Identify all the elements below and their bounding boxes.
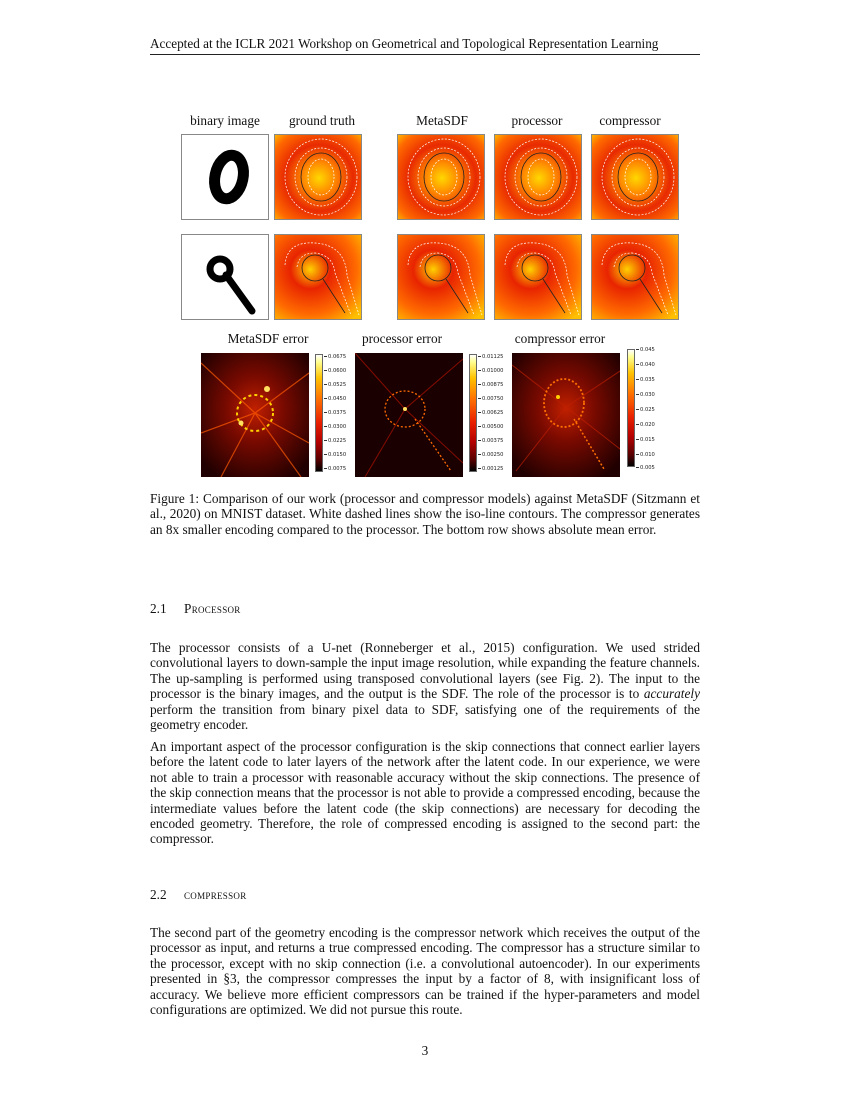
col-compressor: compressor — [599, 113, 661, 128]
emphasis: accurately — [643, 686, 700, 702]
binary-image-zero — [181, 134, 269, 220]
sdf-metasdf-zero — [397, 134, 485, 220]
tick: 0.0300 — [324, 424, 346, 430]
tick: 0.010 — [636, 452, 655, 458]
text-run: The processor consists of a U-net (Ronneberger et al., 2015) configuration. We used strided convolutional layers to down-sample the input image resolution, while expanding the feature channels. The up-sampling is performed using transposed convolutional layers (see Fig. 2). The input to the processor is the binary images, and the output is the SDF. The role of the processor is to — [150, 640, 700, 702]
tick: 0.00750 — [478, 396, 503, 402]
section-heading-processor — [150, 601, 241, 617]
tick: 0.0075 — [324, 466, 346, 472]
tick: 0.025 — [636, 407, 655, 413]
sdf-compressor-zero — [591, 134, 679, 220]
error-map-metasdf — [201, 353, 309, 477]
title-processor-error: processor error — [361, 331, 443, 346]
sdf-processor-zero — [494, 134, 582, 220]
compressor-paragraph-1: The second part of the geometry encoding is the compressor network which receives the output of the processor as input, and returns a true compressed encoding. The compressor has a structure similar to the processor, except with no skip connection (i.e. a convolutional autoencoder). In our experiments presented in §3, the compressor compresses the input by a factor of 8, with insignificant loss of accuracy. We believe more efficient compressors can be trained if the hyper-parameters and model configurations are optimized. We did not pursue this route. — [150, 925, 700, 1018]
title-metasdf-error: MetaSDF error — [227, 331, 309, 346]
tick: 0.005 — [636, 465, 655, 471]
sdf-ground-truth-nine — [274, 234, 362, 320]
section-title: compressor — [184, 887, 247, 902]
running-header: Accepted at the ICLR 2021 Workshop on Geometrical and Topological Representation Learning — [150, 36, 700, 55]
colorbar-compressor — [627, 349, 635, 467]
col-ground-truth: ground truth — [288, 113, 356, 128]
tick: 0.040 — [636, 362, 655, 368]
tick: 0.0150 — [324, 452, 346, 458]
sdf-ground-truth-zero — [274, 134, 362, 220]
tick: 0.0600 — [324, 368, 346, 374]
tick: 0.0450 — [324, 396, 346, 402]
section-title: Processor — [184, 601, 241, 616]
col-processor: processor — [511, 113, 563, 128]
processor-paragraph-1 — [150, 640, 700, 732]
section-number: 2.1 — [150, 601, 167, 616]
tick: 0.00375 — [478, 438, 503, 444]
tick: 0.030 — [636, 392, 655, 398]
tick: 0.045 — [636, 347, 655, 353]
tick: 0.00875 — [478, 382, 503, 388]
tick: 0.01125 — [478, 354, 503, 360]
tick: 0.01000 — [478, 368, 503, 374]
figure-caption: Figure 1: Comparison of our work (processor and compressor models) against MetaSDF (Sitzmann et al., 2020) on MNIST dataset. White dashed lines show the iso-line contours. The compressor generates an 8x smaller encoding compared to the processor. The bottom row shows absolute mean error. — [150, 491, 700, 537]
tick: 0.00250 — [478, 452, 503, 458]
colorbar-metasdf — [315, 354, 323, 472]
sdf-metasdf-nine — [397, 234, 485, 320]
sdf-compressor-nine — [591, 234, 679, 320]
tick: 0.035 — [636, 377, 655, 383]
page-number: 3 — [421, 1043, 429, 1058]
col-metasdf: MetaSDF — [416, 113, 468, 128]
tick: 0.00500 — [478, 424, 503, 430]
tick: 0.015 — [636, 437, 655, 443]
tick: 0.0525 — [324, 382, 346, 388]
error-map-processor — [355, 353, 463, 477]
colorbar-ticks-compressor — [636, 347, 666, 471]
text-run: perform the transition from binary pixel data to SDF, satisfying one of the requirements of the geometry encoder. — [150, 701, 700, 733]
title-compressor-error: compressor error — [514, 331, 606, 346]
sdf-processor-nine — [494, 234, 582, 320]
section-number: 2.2 — [150, 887, 167, 902]
processor-paragraph-2: An important aspect of the processor configuration is the skip connections that connect earlier layers before the latent code to later layers of the network after the latent code. In our experience, we were not able to train a processor with reasonable accuracy without the skip connections. The presence of the skip connection means that the processor is not able to provide a compressed encoding, because the intermediate values before the latent code (the skip connections) are necessary for decoding the encoded geometry. Therefore, the role of compressed encoding is assigned to the second part: the compressor. — [150, 739, 700, 847]
colorbar-ticks-metasdf — [324, 354, 354, 472]
tick: 0.0675 — [324, 354, 346, 360]
tick: 0.00625 — [478, 410, 503, 416]
tick: 0.0375 — [324, 410, 346, 416]
colorbar-ticks-processor — [478, 354, 512, 472]
binary-image-nine — [181, 234, 269, 320]
colorbar-processor — [469, 354, 477, 472]
section-heading-compressor — [150, 887, 247, 903]
error-map-compressor — [512, 353, 620, 477]
col-binary-image: binary image — [190, 113, 260, 128]
tick: 0.00125 — [478, 466, 503, 472]
tick: 0.0225 — [324, 438, 346, 444]
tick: 0.020 — [636, 422, 655, 428]
